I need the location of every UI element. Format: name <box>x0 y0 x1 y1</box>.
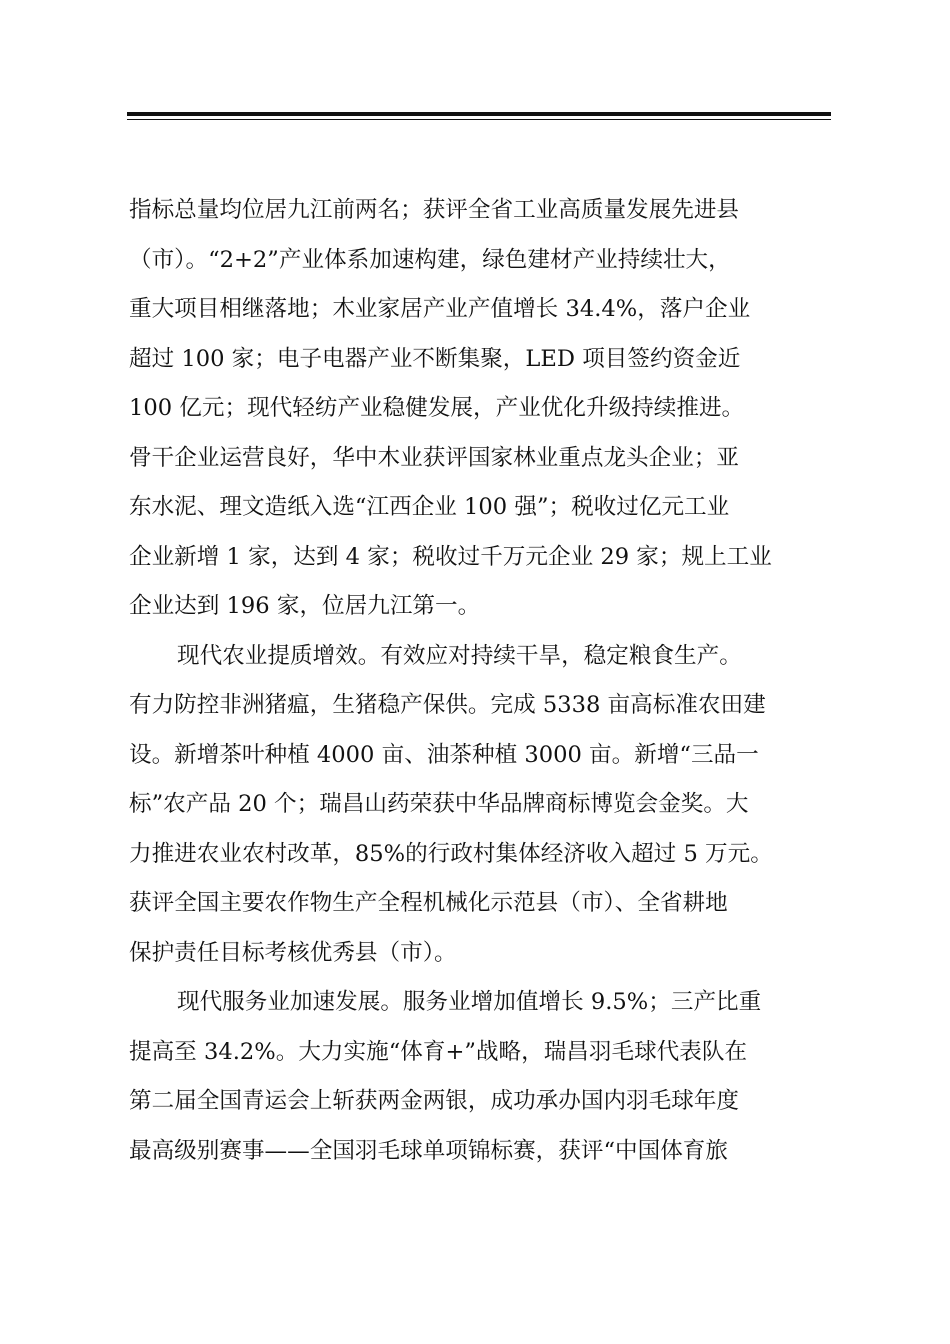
paragraph-services <box>129 978 833 1176</box>
text-line: 超过 100 家；电子电器产业不断集聚，LED 项目签约资金近 <box>129 345 741 372</box>
text-line: 获评全国主要农作物生产全程机械化示范县（市）、全省耕地 <box>129 890 728 916</box>
text-line: 企业达到 196 家，位居九江第一。 <box>129 593 481 619</box>
text-line: 现代农业提质增效。有效应对持续干旱，稳定粮食生产。 <box>177 642 742 669</box>
text-line: 骨干企业运营良好，华中木业获评国家林业重点龙头企业；亚 <box>129 444 740 471</box>
text-line: 有力防控非洲猪瘟，生猪稳产保供。完成 5338 亩高标准农田建 <box>129 692 766 718</box>
text-line: 现代服务业加速发展。服务业增加值增长 9.5%；三产比重 <box>177 989 762 1015</box>
document-body <box>129 186 833 1176</box>
text-line: 100 亿元；现代轻纺产业稳健发展，产业优化升级持续推进。 <box>129 395 745 421</box>
text-line: 东水泥、理文造纸入选“江西企业 100 强”；税收过亿元工业 <box>129 494 730 520</box>
text-line: 指标总量均位居九江前两名；获评全省工业高质量发展先进县 <box>129 197 740 223</box>
paragraph-agriculture <box>129 632 833 979</box>
text-line: 最高级别赛事——全国羽毛球单项锦标赛，获评“中国体育旅 <box>129 1137 728 1164</box>
text-line: 企业新增 1 家，达到 4 家；税收过千万元企业 29 家；规上工业 <box>129 543 772 570</box>
text-line: 保护责任目标考核优秀县（市）。 <box>129 939 457 966</box>
text-line: （市）。“2+2”产业体系加速构建，绿色建材产业持续壮大， <box>129 246 731 273</box>
text-line: 重大项目相继落地；木业家居产业产值增长 34.4%，落户企业 <box>129 296 751 322</box>
text-line: 力推进农业农村改革，85%的行政村集体经济收入超过 5 万元。 <box>129 840 773 867</box>
header-rule-thin <box>127 119 831 120</box>
text-line: 设。新增茶叶种植 4000 亩、油茶种植 3000 亩。新增“三品一 <box>129 741 759 768</box>
text-line: 标”农产品 20 个；瑞昌山药荣获中华品牌商标博览会金奖。大 <box>129 791 749 817</box>
paragraph-industry <box>129 186 833 632</box>
text-line: 第二届全国青运会上斩获两金两银，成功承办国内羽毛球年度 <box>129 1088 740 1114</box>
text-line: 提高至 34.2%。大力实施“体育+”战略，瑞昌羽毛球代表队在 <box>129 1038 748 1065</box>
header-rule-thick <box>127 112 831 116</box>
